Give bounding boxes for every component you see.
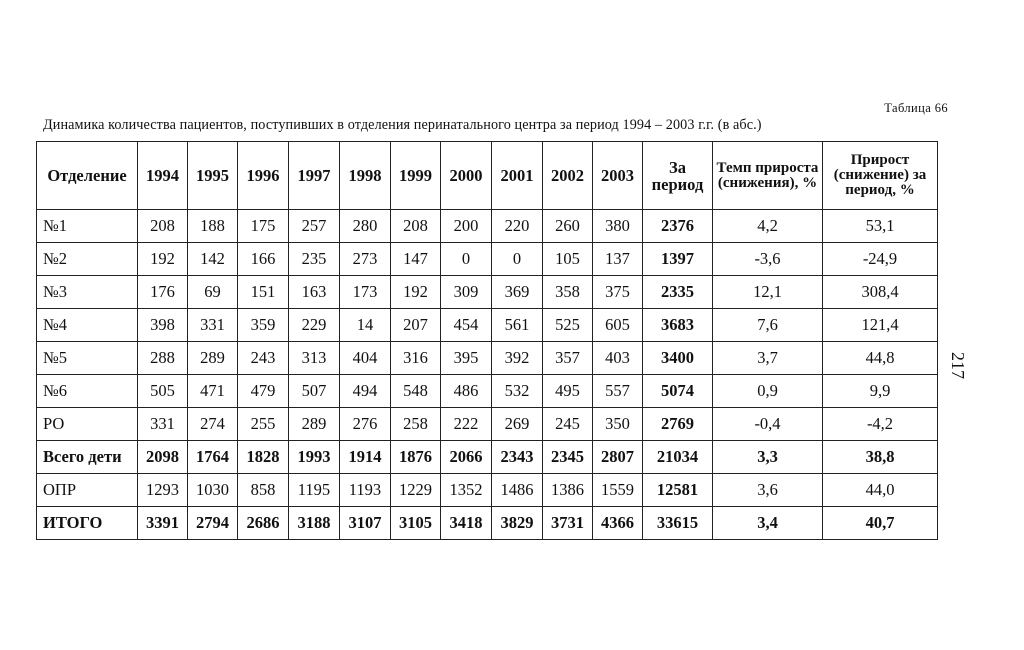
- period-total-cell: 2376: [643, 210, 713, 243]
- header-year: 1996: [238, 142, 289, 210]
- table-row: [37, 441, 938, 474]
- header-department: Отделение: [37, 142, 138, 210]
- table-cell: 44,8: [823, 342, 938, 375]
- table-cell: 3731: [543, 507, 593, 540]
- table-cell: 200: [441, 210, 492, 243]
- table-cell: 40,7: [823, 507, 938, 540]
- table-cell: 151: [238, 276, 289, 309]
- table-row: [37, 243, 938, 276]
- table-cell: 557: [593, 375, 643, 408]
- header-growth-period: Прирост (снижение) за период, %: [823, 142, 938, 210]
- table-cell: 121,4: [823, 309, 938, 342]
- header-year: 1995: [188, 142, 238, 210]
- period-total-cell: 33615: [643, 507, 713, 540]
- table-cell: 486: [441, 375, 492, 408]
- table-cell: 243: [238, 342, 289, 375]
- row-label: ОПР: [37, 474, 138, 507]
- table-cell: 269: [492, 408, 543, 441]
- table-cell: 561: [492, 309, 543, 342]
- table-cell: 142: [188, 243, 238, 276]
- table-cell: 507: [289, 375, 340, 408]
- table-cell: 1293: [138, 474, 188, 507]
- header-year: 1994: [138, 142, 188, 210]
- row-label: ИТОГО: [37, 507, 138, 540]
- table-cell: 175: [238, 210, 289, 243]
- table-cell: 173: [340, 276, 391, 309]
- table-row: [37, 474, 938, 507]
- table-cell: 505: [138, 375, 188, 408]
- row-label: №6: [37, 375, 138, 408]
- table-cell: 69: [188, 276, 238, 309]
- period-total-cell: 1397: [643, 243, 713, 276]
- table-cell: 289: [188, 342, 238, 375]
- table-cell: 2807: [593, 441, 643, 474]
- table-cell: 2686: [238, 507, 289, 540]
- table-cell: 12,1: [713, 276, 823, 309]
- table-cell: 1828: [238, 441, 289, 474]
- table-cell: 14: [340, 309, 391, 342]
- table-cell: 605: [593, 309, 643, 342]
- header-row: [37, 142, 938, 210]
- period-total-cell: 3683: [643, 309, 713, 342]
- table-cell: 3,4: [713, 507, 823, 540]
- table-cell: 1193: [340, 474, 391, 507]
- table-cell: 3,3: [713, 441, 823, 474]
- table-cell: 273: [340, 243, 391, 276]
- table-cell: 3188: [289, 507, 340, 540]
- table-cell: 176: [138, 276, 188, 309]
- header-year: 2001: [492, 142, 543, 210]
- table-cell: 392: [492, 342, 543, 375]
- table-number-label: Таблица 66: [884, 101, 948, 115]
- table-row: [37, 375, 938, 408]
- period-total-cell: 5074: [643, 375, 713, 408]
- table-cell: 163: [289, 276, 340, 309]
- row-label: №5: [37, 342, 138, 375]
- table-cell: 0: [492, 243, 543, 276]
- table-cell: 245: [543, 408, 593, 441]
- table-row: [37, 309, 938, 342]
- table-cell: 331: [188, 309, 238, 342]
- table-cell: 2098: [138, 441, 188, 474]
- table-cell: 280: [340, 210, 391, 243]
- table-cell: 208: [391, 210, 441, 243]
- table-cell: 260: [543, 210, 593, 243]
- row-label: РО: [37, 408, 138, 441]
- table-cell: 858: [238, 474, 289, 507]
- table-cell: 105: [543, 243, 593, 276]
- header-total-period: За период: [643, 142, 713, 210]
- table-cell: 258: [391, 408, 441, 441]
- table-row: [37, 408, 938, 441]
- table-cell: 1352: [441, 474, 492, 507]
- table-cell: 3107: [340, 507, 391, 540]
- table-cell: 3829: [492, 507, 543, 540]
- header-year: 1999: [391, 142, 441, 210]
- table-cell: 2794: [188, 507, 238, 540]
- row-label: №4: [37, 309, 138, 342]
- table-cell: 3,7: [713, 342, 823, 375]
- table-cell: 358: [543, 276, 593, 309]
- row-label: №1: [37, 210, 138, 243]
- table-cell: 308,4: [823, 276, 938, 309]
- table-cell: 1386: [543, 474, 593, 507]
- table-row: [37, 507, 938, 540]
- table-cell: 479: [238, 375, 289, 408]
- table-cell: 257: [289, 210, 340, 243]
- table-cell: 274: [188, 408, 238, 441]
- table-cell: 188: [188, 210, 238, 243]
- header-year: 2003: [593, 142, 643, 210]
- table-cell: 471: [188, 375, 238, 408]
- table-cell: 1229: [391, 474, 441, 507]
- table-cell: 2343: [492, 441, 543, 474]
- table-cell: -4,2: [823, 408, 938, 441]
- table-row: [37, 276, 938, 309]
- table-cell: 207: [391, 309, 441, 342]
- table-cell: 494: [340, 375, 391, 408]
- table-cell: 313: [289, 342, 340, 375]
- patients-table: [36, 141, 938, 540]
- table-cell: 1030: [188, 474, 238, 507]
- table-cell: 1764: [188, 441, 238, 474]
- table-cell: 1195: [289, 474, 340, 507]
- page-number: 217: [948, 352, 968, 379]
- table-row: [37, 342, 938, 375]
- row-label: №3: [37, 276, 138, 309]
- table-cell: 44,0: [823, 474, 938, 507]
- table-cell: 375: [593, 276, 643, 309]
- period-total-cell: 3400: [643, 342, 713, 375]
- header-year: 2000: [441, 142, 492, 210]
- table-cell: -3,6: [713, 243, 823, 276]
- table-cell: -24,9: [823, 243, 938, 276]
- table-cell: 4366: [593, 507, 643, 540]
- period-total-cell: 12581: [643, 474, 713, 507]
- table-cell: 229: [289, 309, 340, 342]
- table-cell: 288: [138, 342, 188, 375]
- table-cell: 0,9: [713, 375, 823, 408]
- table-cell: 525: [543, 309, 593, 342]
- table-cell: 4,2: [713, 210, 823, 243]
- table-cell: 309: [441, 276, 492, 309]
- table-cell: 403: [593, 342, 643, 375]
- table-body: [37, 210, 938, 540]
- table-cell: 9,9: [823, 375, 938, 408]
- table-cell: 331: [138, 408, 188, 441]
- table-cell: 2066: [441, 441, 492, 474]
- table-cell: 276: [340, 408, 391, 441]
- table-cell: 235: [289, 243, 340, 276]
- table-cell: -0,4: [713, 408, 823, 441]
- table-cell: 192: [391, 276, 441, 309]
- table-cell: 38,8: [823, 441, 938, 474]
- table-cell: 548: [391, 375, 441, 408]
- table-cell: 454: [441, 309, 492, 342]
- table-cell: 380: [593, 210, 643, 243]
- table-cell: 192: [138, 243, 188, 276]
- table-cell: 369: [492, 276, 543, 309]
- table-cell: 289: [289, 408, 340, 441]
- table-cell: 2345: [543, 441, 593, 474]
- period-total-cell: 2769: [643, 408, 713, 441]
- table-cell: 3,6: [713, 474, 823, 507]
- table-cell: 208: [138, 210, 188, 243]
- header-growth-rate: Темп прироста (снижения), %: [713, 142, 823, 210]
- header-year: 1997: [289, 142, 340, 210]
- table-cell: 495: [543, 375, 593, 408]
- header-year: 2002: [543, 142, 593, 210]
- row-label: Всего дети: [37, 441, 138, 474]
- table-cell: 1559: [593, 474, 643, 507]
- table-cell: 1914: [340, 441, 391, 474]
- table-cell: 255: [238, 408, 289, 441]
- table-caption: Динамика количества пациентов, поступивших в отделения перинатального центра за период 1994 – 2003 г.г. (в абс.): [43, 117, 762, 133]
- table-cell: 53,1: [823, 210, 938, 243]
- table-cell: 1993: [289, 441, 340, 474]
- period-total-cell: 21034: [643, 441, 713, 474]
- table-cell: 316: [391, 342, 441, 375]
- table-cell: 0: [441, 243, 492, 276]
- table-cell: 137: [593, 243, 643, 276]
- table-cell: 3391: [138, 507, 188, 540]
- table-cell: 398: [138, 309, 188, 342]
- table-cell: 1486: [492, 474, 543, 507]
- table-cell: 3418: [441, 507, 492, 540]
- table-cell: 7,6: [713, 309, 823, 342]
- table-cell: 357: [543, 342, 593, 375]
- table-cell: 359: [238, 309, 289, 342]
- table-cell: 222: [441, 408, 492, 441]
- row-label: №2: [37, 243, 138, 276]
- table-cell: 395: [441, 342, 492, 375]
- period-total-cell: 2335: [643, 276, 713, 309]
- table-cell: 1876: [391, 441, 441, 474]
- table-cell: 3105: [391, 507, 441, 540]
- table-cell: 404: [340, 342, 391, 375]
- table-cell: 532: [492, 375, 543, 408]
- table-cell: 350: [593, 408, 643, 441]
- table-cell: 147: [391, 243, 441, 276]
- table-cell: 166: [238, 243, 289, 276]
- header-year: 1998: [340, 142, 391, 210]
- table-cell: 220: [492, 210, 543, 243]
- table-row: [37, 210, 938, 243]
